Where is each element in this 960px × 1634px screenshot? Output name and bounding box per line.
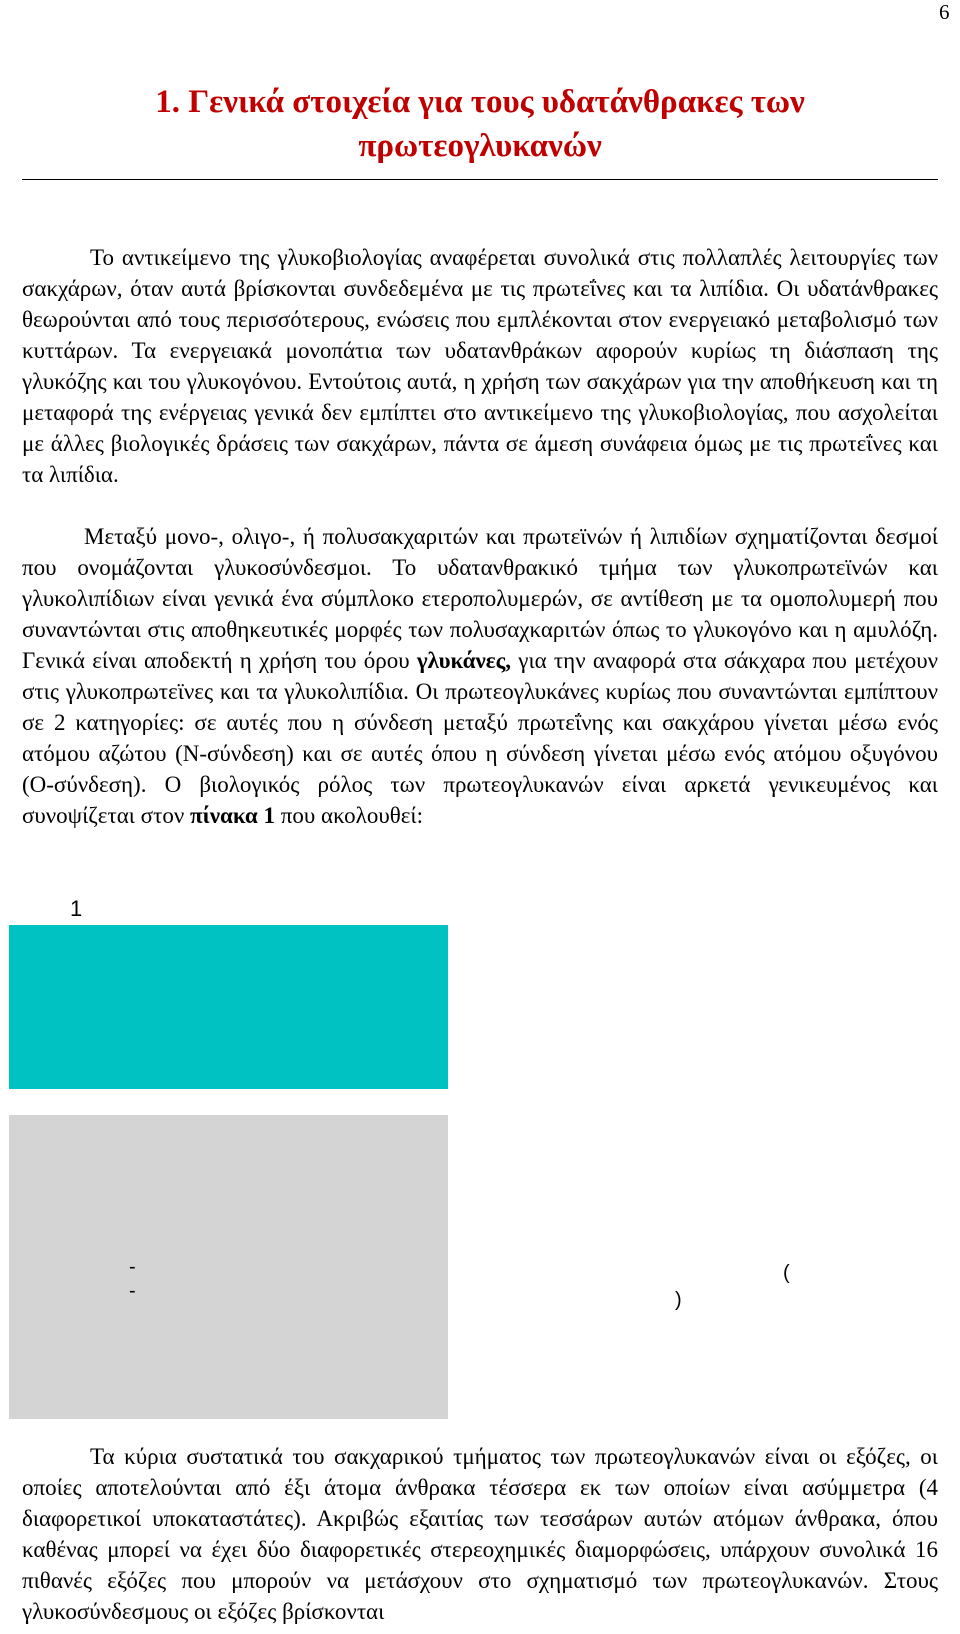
table-body-block [9,1115,448,1419]
paragraph-hexoses: Τα κύρια συστατικά του σακχαρικού τμήματος των πρωτεογλυκανών είναι οι εξόζες, οι οποίες αποτελούνται από έξι άτομα άνθρακα τέσσερα εκ των οποίων είναι ασύμμετρα (4 διαφορετικοί υποκαταστάτες). Ακριβώς εξαιτίας των τεσσάρων αυτών ατόμων άνθρακα, όπου καθένας μπορεί να έχει δύο διαφορετικές στερεοχημικές διαμορφώσεις, υπάρχουν συνολικά 16 πιθανές εξόζες που μπορούν να μετάσχουν στο σχηματισμό των πρωτεογλυκανών. Στους γλυκοσύνδεσμους οι εξόζες βρίσκονται [22,1444,938,1624]
table-header-block [9,925,448,1089]
table-reference: πίνακα 1 [189,803,276,828]
table-dash-mark: - [129,1280,136,1302]
paragraph-glycoconjugates-text-1: Μεταξύ μονο-, ολιγο-, ή πολυσακχαριτών και πρωτεϊνών ή λιπιδίων σχηματίζονται δεσμοί που ονομάζονται γλυκοσύνδεσμοι. Το υδατανθρακικό τμήμα των γλυκοπρωτεϊνών και γλυκολιπίδιων είναι γενικά ένα σύμπλοκο ετεροπολυμερών, σε αντίθεση με τα ομοπολυμερή που συναντώνται στις αποθηκευτικές μορφές των πολυσαχκαριτών όπως το γλυκογόνο και η αμυλόζη. Γενικά είναι αποδεκτή η χρήση του όρου [22,524,938,673]
table-dash-mark: - [129,1256,136,1278]
chapter-title [24,80,936,168]
paragraph-glycoconjugates-text-3: που ακολουθεί: [275,803,423,828]
table-label: 1 [70,896,83,921]
title-divider [22,179,938,180]
paragraph-glycoconjugates [22,521,938,831]
chapter-title-line-1: 1. Γενικά στοιχεία για τους υδατάνθρακες των [155,84,805,120]
table-close-paren-mark: ) [675,1289,682,1311]
term-glycans: γλυκάνες, [416,648,512,673]
paragraph-glycoconjugates-text-2: για την αναφορά στα σάκχαρα που μετέχουν στις γλυκοπρωτεϊνες και τα γλυκολιπίδια. Οι πρωτεογλυκάνες κυρίως που συναντώνται εμπίπτουν σε 2 κατηγορίες: σε αυτές που η σύνδεση μεταξύ πρωτεΐνης και σακχάρου γίνεται μέσω ενός ατόμου αζώτου (Ν-σύνδεση) και σε αυτές όπου η σύνδεση γίνεται μέσω ενός ατόμου οξυγόνου (Ο-σύνδεση). Ο βιολογικός ρόλος των πρωτεογλυκανών είναι αρκετά γενικευμένος και συνοψίζεται στον [22,648,938,828]
page-number: 6 [939,0,950,24]
paragraph-intro: Το αντικείμενο της γλυκοβιολογίας αναφέρεται συνολικά στις πολλαπλές λειτουργίες των σακχάρων, όταν αυτά βρίσκονται συνδεδεμένα με τις πρωτεΐνες και τα λιπίδια. Οι υδατάνθρακες θεωρούνται από τους περισσότερους, ενώσεις που εμπλέκονται στον ενεργειακό μεταβολισμό των κυττάρων. Τα ενεργειακά μονοπάτια των υδατανθράκων αφορούν κυρίως τη διάσπαση της γλυκόζης και του γλυκογόνου. Εντούτοις αυτά, η χρήση των σακχάρων για την αποθήκευση και τη μεταφορά της ενέργειας γενικά δεν εμπίπτει στο αντικείμενο της γλυκοβιολογίας, που ασχολείται με άλλες βιολογικές δράσεις των σακχάρων, πάντα σε άμεση συνάφεια όμως με τις πρωτεΐνες και τα λιπίδια. [22,245,938,487]
table-open-paren-mark: ( [783,1262,790,1284]
chapter-title-line-2: πρωτεογλυκανών [358,128,602,164]
